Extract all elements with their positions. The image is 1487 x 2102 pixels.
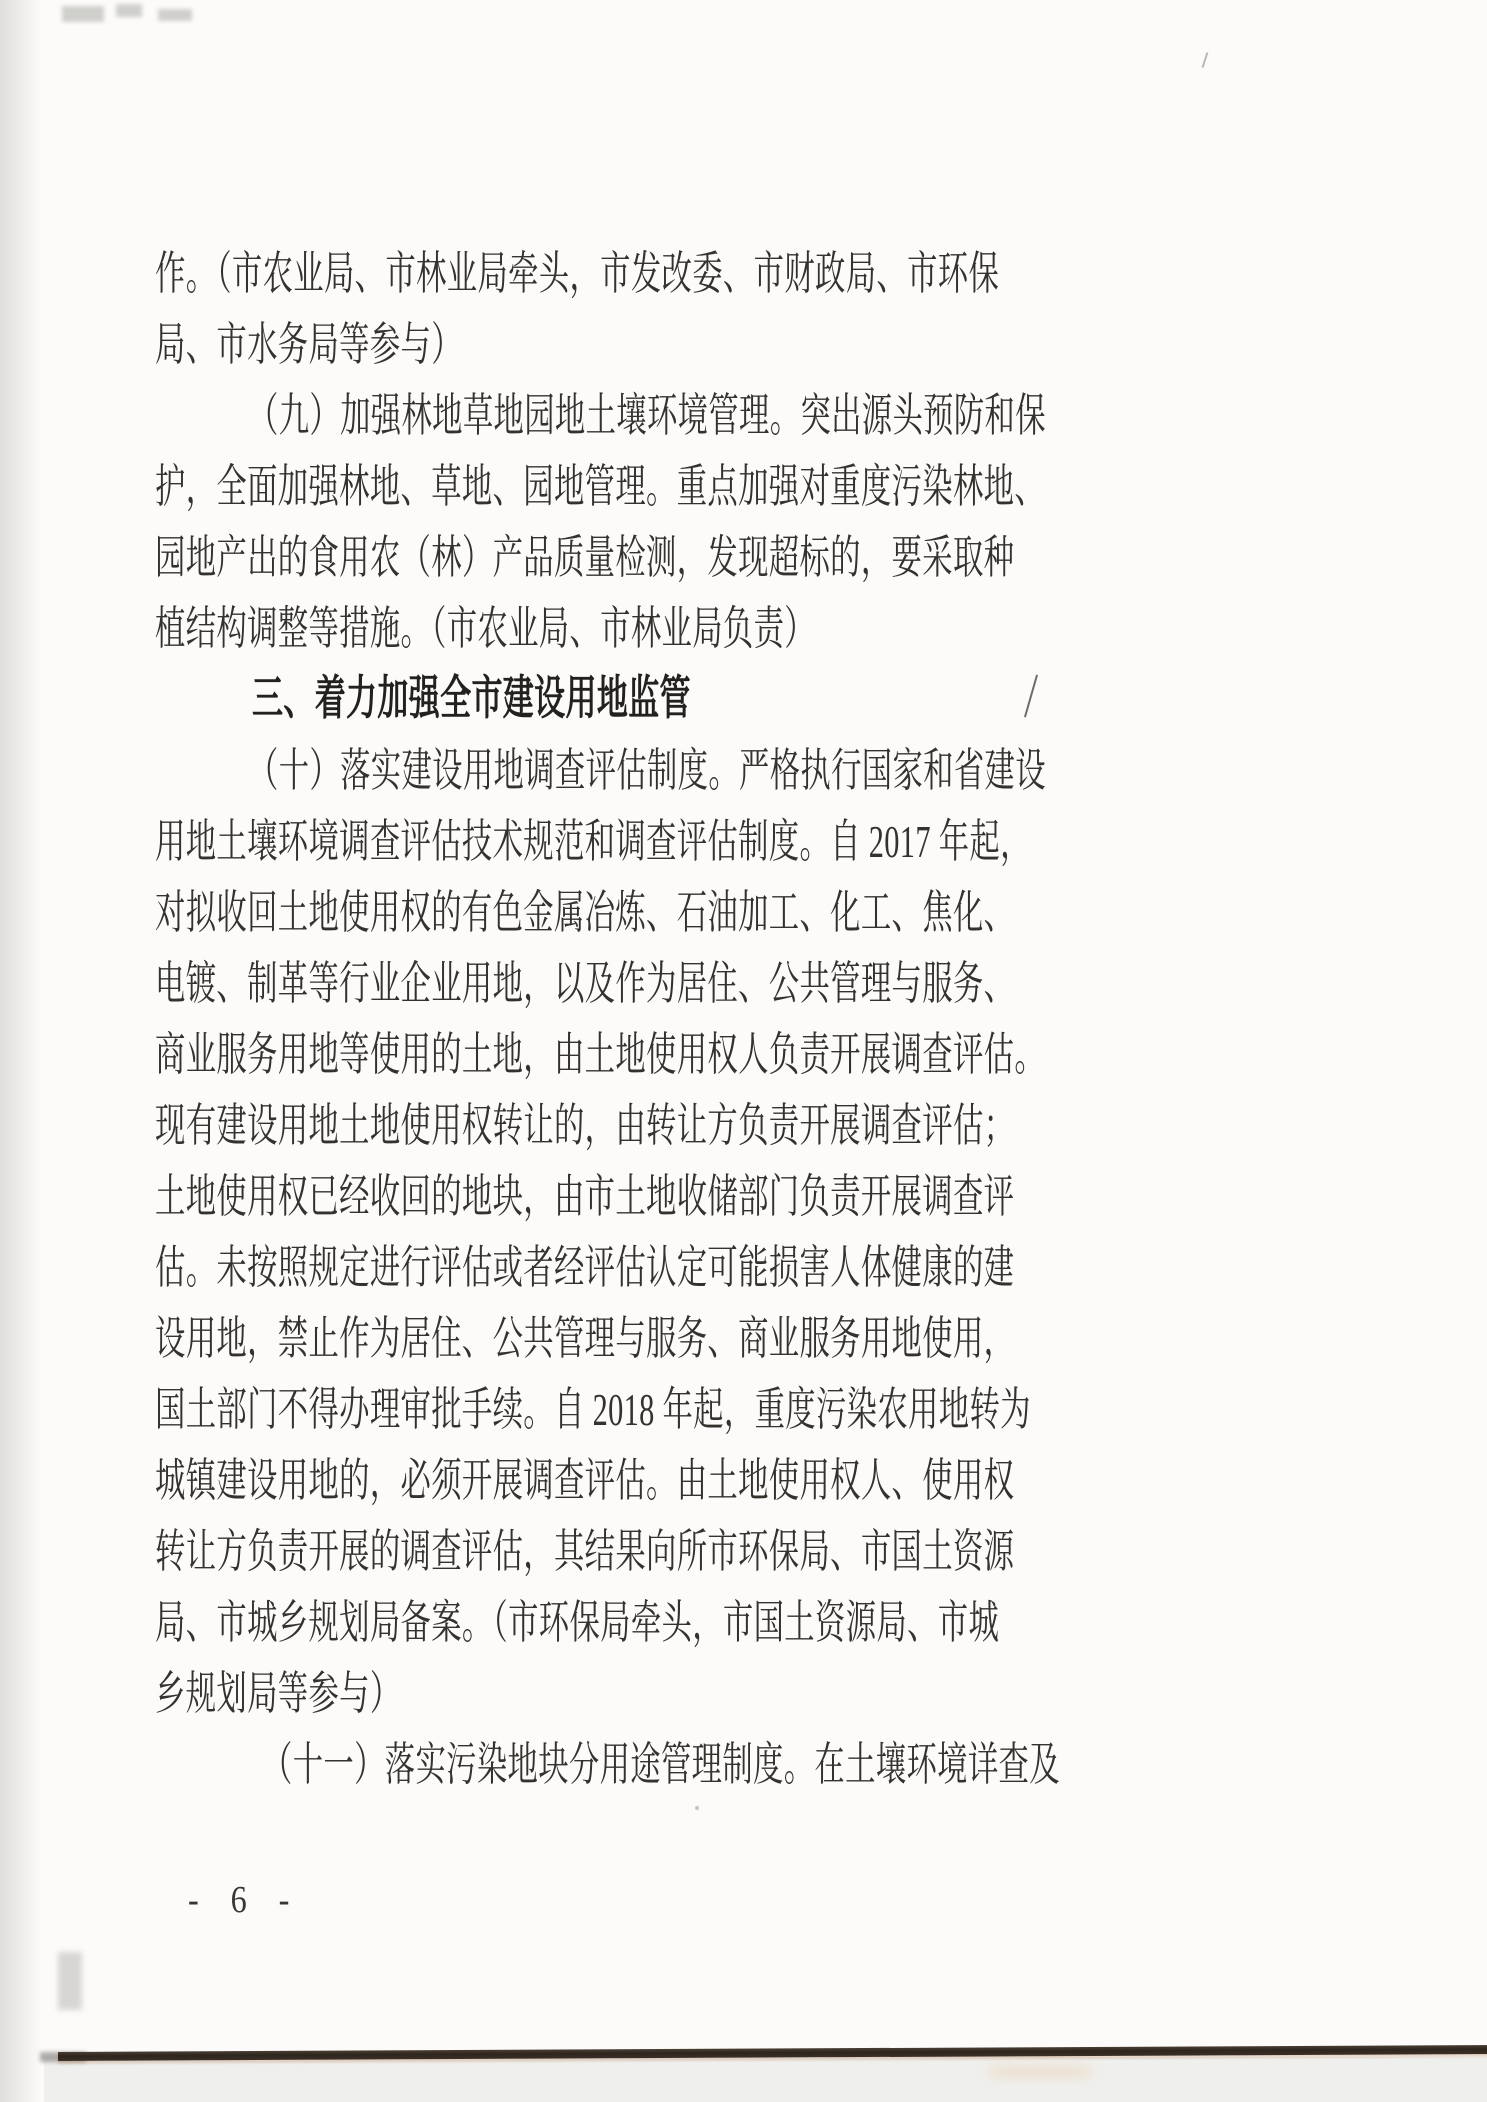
text-line: 土地使用权已经收回的地块，由市土地收储部门负责开展调查评	[155, 1171, 1015, 1222]
page-number: - 6 -	[188, 1879, 302, 1921]
text-line: 对拟收回土地使用权的有色金属冶炼、石油加工、化工、焦化、	[155, 887, 1015, 938]
text-line: 作。（市农业局、市林业局牵头，市发改委、市财政局、市环保	[155, 248, 1000, 299]
paragraph-10-start: （十）落实建设用地调查评估制度。严格执行国家和省建设	[248, 745, 1046, 796]
text-line: 乡规划局等参与）	[155, 1668, 401, 1719]
scan-smudge	[158, 9, 192, 21]
text-line: 局、市水务局等参与）	[155, 319, 462, 370]
section-3-heading: 三、着力加强全市建设用地监管	[252, 673, 691, 725]
text-line: 电镀、制革等行业企业用地，以及作为居住、公共管理与服务、	[155, 958, 1015, 1009]
text-line: 用地土壤环境调查评估技术规范和调查评估制度。自 2017 年起，	[155, 816, 1031, 867]
text-line: 设用地，禁止作为居住、公共管理与服务、商业服务用地使用，	[155, 1313, 1015, 1364]
scan-left-edge	[0, 0, 44, 2102]
text-line: 商业服务用地等使用的土地，由土地使用权人负责开展调查评估。	[155, 1029, 1046, 1080]
text-line: 城镇建设用地的，必须开展调查评估。由土地使用权人、使用权	[155, 1455, 1015, 1506]
text-line: 园地产出的食用农（林）产品质量检测，发现超标的，要采取种	[155, 532, 1015, 583]
paragraph-9-start: （九）加强林地草地园地土壤环境管理。突出源头预防和保	[248, 390, 1046, 441]
text-line: 护，全面加强林地、草地、园地管理。重点加强对重度污染林地、	[155, 461, 1046, 512]
scan-edge-notch	[58, 1952, 82, 2010]
scan-warm-smudge	[990, 2066, 1090, 2078]
text-line: 国土部门不得办理审批手续。自 2018 年起，重度污染农用地转为	[155, 1384, 1031, 1435]
scan-speck	[695, 1806, 699, 1810]
text-line: 局、市城乡规划局备案。（市环保局牵头，市国土资源局、市城	[155, 1597, 1000, 1648]
scan-smudge	[116, 4, 142, 17]
text-line: 转让方负责开展的调查评估，其结果向所市环保局、市国土资源	[155, 1526, 1015, 1577]
text-line: 植结构调整等措施。（市农业局、市林业局负责）	[155, 603, 815, 654]
text-line: 现有建设用地土地使用权转让的，由转让方负责开展调查评估；	[155, 1100, 1015, 1151]
scan-smudge	[62, 6, 104, 22]
paragraph-11-start: （十一）落实污染地块分用途管理制度。在土壤环境详查及	[262, 1739, 1060, 1790]
text-line: 估。未按照规定进行评估或者经评估认定可能损害人体健康的建	[155, 1242, 1015, 1293]
